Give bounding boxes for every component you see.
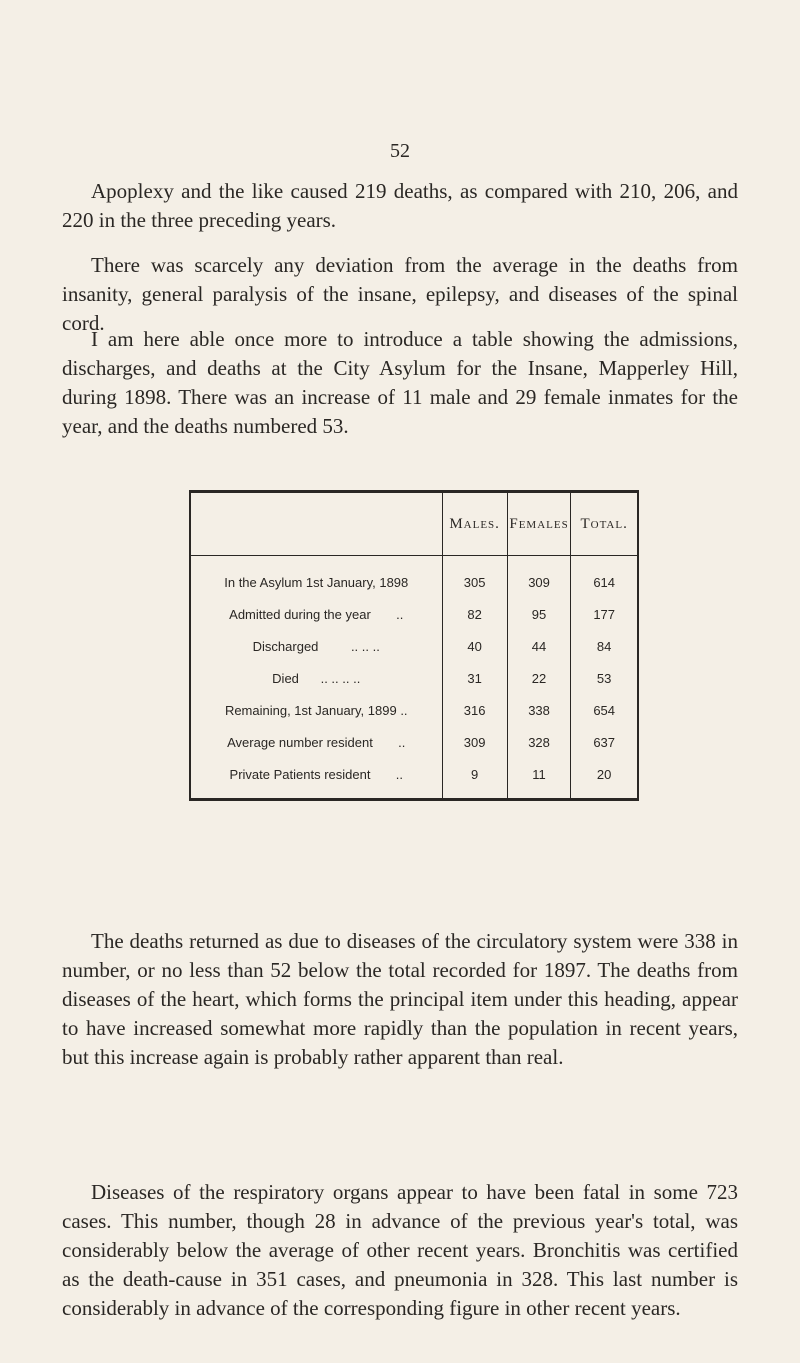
cell-females: 22 — [507, 662, 571, 694]
header-females: Females — [507, 492, 571, 556]
cell-total: 177 — [571, 598, 638, 630]
table-row — [190, 630, 638, 662]
row-label: Discharged .. .. .. — [252, 638, 380, 654]
header-total: Total. — [571, 492, 638, 556]
row-label: Average number resident .. — [227, 734, 406, 750]
paragraph-apoplexy: Apoplexy and the like caused 219 deaths, as compared with 210, 206, and 220 in the three preceding years. — [62, 179, 738, 232]
cell-total: 614 — [571, 556, 638, 599]
row-label: Private Patients resident .. — [229, 766, 403, 782]
page-number: 52 — [390, 140, 410, 162]
row-label: In the Asylum 1st January, 1898 — [224, 574, 409, 590]
row-label: Admitted during the year .. — [229, 606, 404, 622]
header-label — [190, 492, 442, 556]
table-row — [190, 598, 638, 630]
cell-females: 328 — [507, 726, 571, 758]
table-row — [190, 726, 638, 758]
cell-females: 44 — [507, 630, 571, 662]
paragraph-respiratory: Diseases of the respiratory organs appear to have been fatal in some 723 cases. This number, though 28 in advance of the previous year's total, was considerably below the average of other recent years. Bronchitis was certified as the death-cause in 351 cases, and pneumonia in 328. This last number is considerably in advance of the corresponding figure in other recent years. — [62, 1180, 738, 1320]
cell-males: 305 — [442, 556, 507, 599]
row-label: Died .. .. .. .. — [272, 670, 361, 686]
cell-females: 338 — [507, 694, 571, 726]
cell-males: 82 — [442, 598, 507, 630]
cell-total: 20 — [571, 758, 638, 800]
table-row — [190, 758, 638, 800]
table-row — [190, 694, 638, 726]
header-males: Males. — [442, 492, 507, 556]
cell-males: 9 — [442, 758, 507, 800]
cell-females: 11 — [507, 758, 571, 800]
paragraph-circulatory: The deaths returned as due to diseases of the circulatory system were 338 in number, or no less than 52 below the total recorded for 1897. The deaths from diseases of the heart, which forms the principal item under this heading, appear to have increased somewhat more rapidly than the population in recent years, but this increase again is probably rather apparent than real. — [62, 929, 738, 1069]
table-header-row — [190, 492, 638, 556]
cell-males: 31 — [442, 662, 507, 694]
paragraph-insanity: There was scarcely any deviation from the average in the deaths from insanity, general paralysis of the insane, epilepsy, and diseases of the spinal cord. — [62, 253, 738, 335]
row-label: Remaining, 1st January, 1899 .. — [224, 702, 408, 718]
asylum-statistics-table-container — [189, 490, 639, 801]
cell-females: 95 — [507, 598, 571, 630]
cell-total: 637 — [571, 726, 638, 758]
cell-total: 84 — [571, 630, 638, 662]
cell-males: 309 — [442, 726, 507, 758]
cell-females: 309 — [507, 556, 571, 599]
table-row — [190, 662, 638, 694]
cell-total: 53 — [571, 662, 638, 694]
asylum-statistics-table — [189, 490, 639, 801]
cell-males: 40 — [442, 630, 507, 662]
table-row — [190, 556, 638, 599]
cell-males: 316 — [442, 694, 507, 726]
paragraph-asylum-intro: I am here able once more to introduce a table showing the admissions, discharges, and deaths at the City Asylum for the Insane, Mapperley Hill, during 1898. There was an increase of 11 male and 29 female inmates for the year, and the deaths numbered 53. — [62, 327, 738, 438]
cell-total: 654 — [571, 694, 638, 726]
